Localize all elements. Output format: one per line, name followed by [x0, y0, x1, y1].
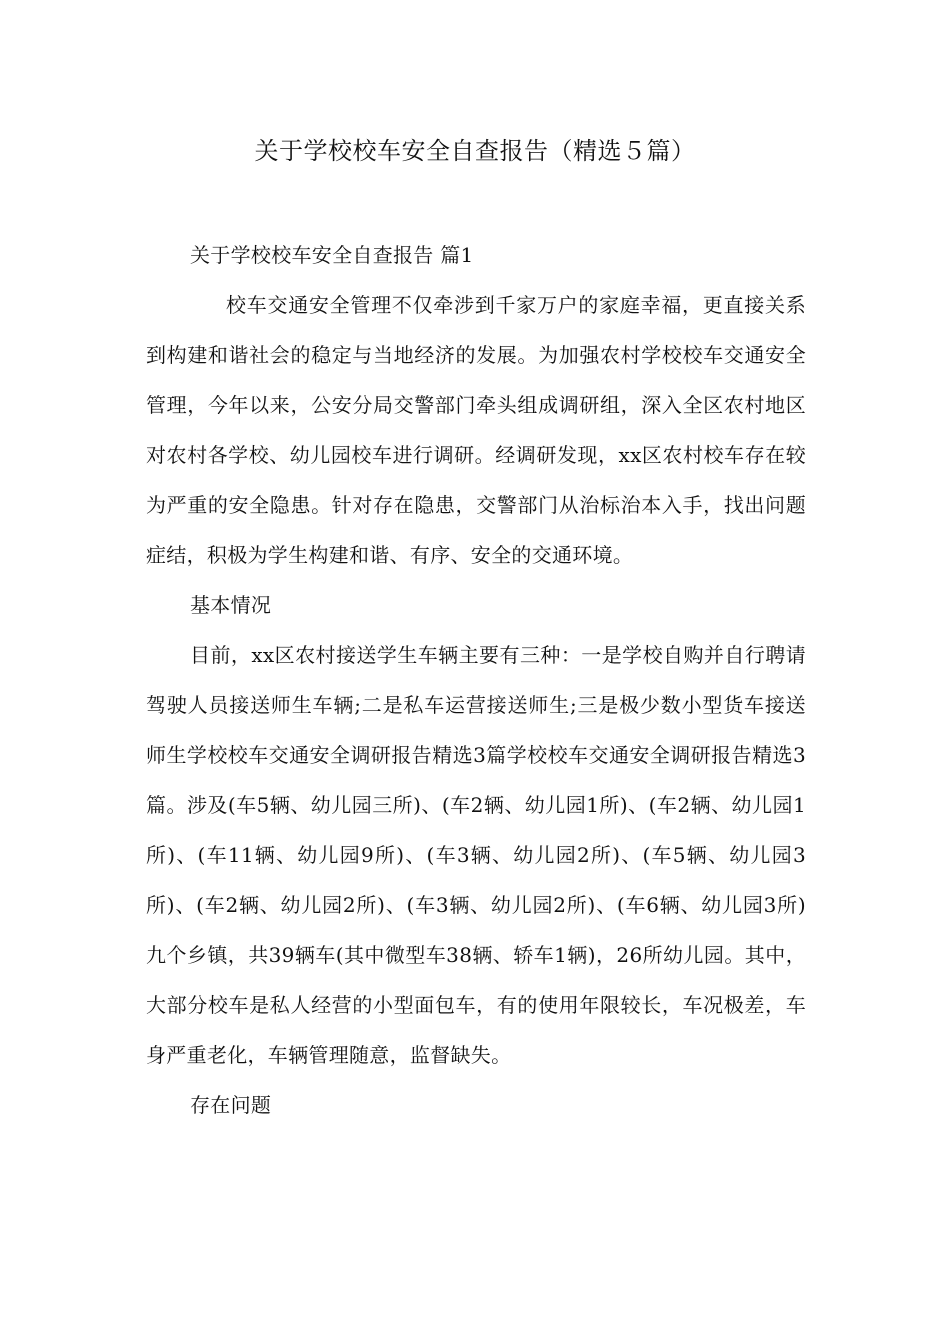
document-body	[146, 230, 806, 1130]
section-heading-basic-situation: 基本情况	[190, 593, 272, 617]
section-heading-part-1: 关于学校校车安全自查报告 篇1	[190, 243, 474, 267]
section-heading-existing-problems: 存在问题	[190, 1093, 272, 1117]
basic-situation-paragraph: 目前，xx区农村接送学生车辆主要有三种：一是学校自购并自行聘请驾驶人员接送师生车辆;二是私车运营接送师生;三是极少数小型货车接送师生学校校车交通安全调研报告精选3篇学校校车交通安全调研报告精选3篇。涉及(车5辆、幼儿园三所)、(车2辆、幼儿园1所)、(车2辆、幼儿园1所)、(车11辆、幼儿园9所)、(车3辆、幼儿园2所)、(车5辆、幼儿园3所)、(车2辆、幼儿园2所)、(车3辆、幼儿园2所)、(车6辆、幼儿园3所)九个乡镇，共39辆车(其中微型车38辆、轿车1辆)，26所幼儿园。其中，大部分校车是私人经营的小型面包车，有的使用年限较长，车况极差，车身严重老化，车辆管理随意，监督缺失。	[146, 643, 806, 1067]
document-title: 关于学校校车安全自查报告（精选５篇）	[254, 137, 696, 165]
intro-paragraph: 校车交通安全管理不仅牵涉到千家万户的家庭幸福，更直接关系到构建和谐社会的稳定与当地经济的发展。为加强农村学校校车交通安全管理，今年以来，公安分局交警部门牵头组成调研组，深入全区农村地区对农村各学校、幼儿园校车进行调研。经调研发现，xx区农村校车存在较为严重的安全隐患。针对存在隐患，交警部门从治标治本入手，找出问题症结，积极为学生构建和谐、有序、安全的交通环境。	[146, 293, 806, 567]
